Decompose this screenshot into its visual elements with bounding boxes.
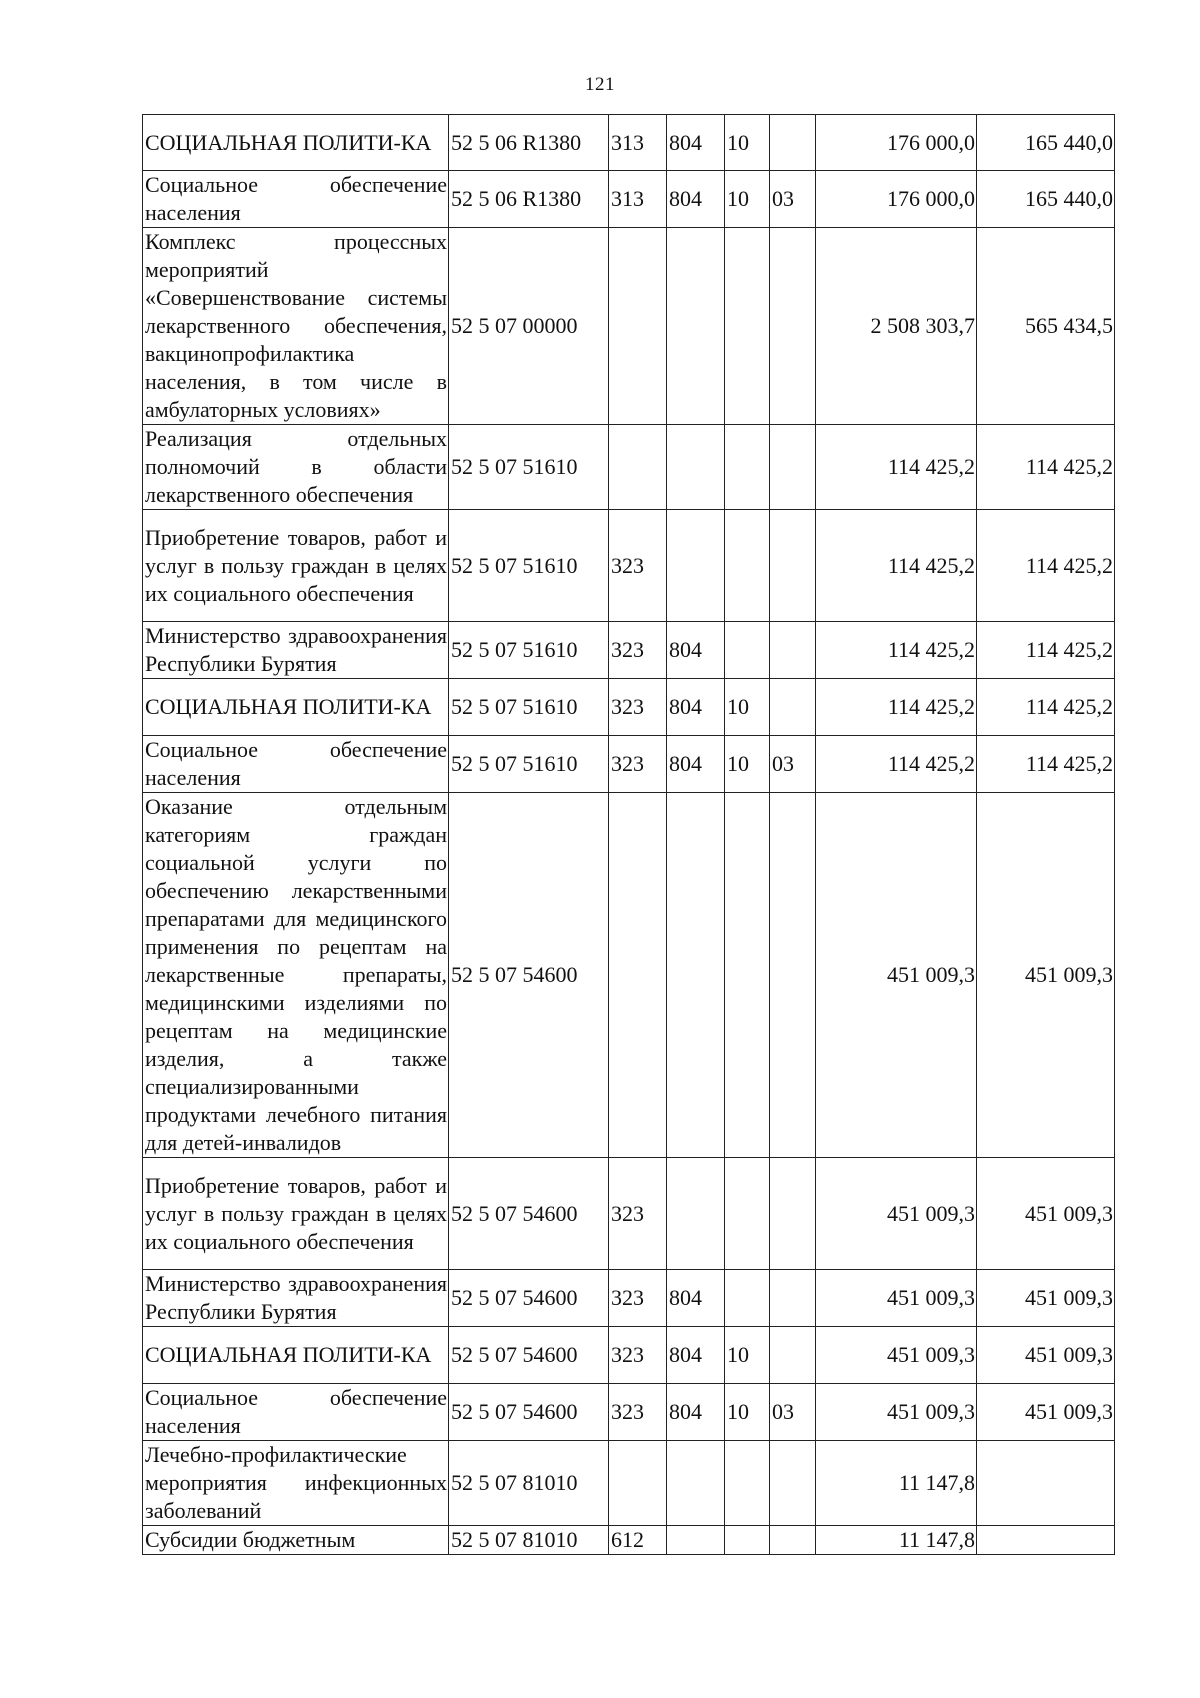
cell-section: 10 [725,115,770,171]
cell-department [667,1441,725,1526]
cell-amount-1: 451 009,3 [816,1384,977,1441]
cell-section [725,1526,770,1555]
cell-expense-type: 323 [609,1384,667,1441]
cell-expense-type: 323 [609,1158,667,1270]
cell-department [667,1526,725,1555]
cell-amount-1: 114 425,2 [816,622,977,679]
cell-name: СОЦИАЛЬНАЯ ПОЛИТИ-КА [143,115,449,171]
cell-name: Социальное обеспечение населения [143,171,449,228]
cell-target-code: 52 5 06 R1380 [449,171,609,228]
cell-subsection: 03 [770,1384,816,1441]
table-row [143,1441,1115,1526]
cell-expense-type: 323 [609,679,667,736]
cell-department: 804 [667,622,725,679]
cell-amount-2: 114 425,2 [977,679,1115,736]
cell-section [725,425,770,510]
cell-department: 804 [667,1327,725,1384]
cell-expense-type: 323 [609,1327,667,1384]
cell-department: 804 [667,736,725,793]
cell-subsection: 03 [770,171,816,228]
table-row [143,736,1115,793]
table-row [143,425,1115,510]
cell-expense-type: 612 [609,1526,667,1555]
cell-amount-1: 114 425,2 [816,736,977,793]
cell-amount-1: 451 009,3 [816,1158,977,1270]
cell-name: Министерство здравоохранения Республики Бурятия [143,1270,449,1327]
cell-subsection [770,115,816,171]
cell-amount-2 [977,1441,1115,1526]
cell-target-code: 52 5 07 51610 [449,679,609,736]
cell-amount-2: 451 009,3 [977,1270,1115,1327]
cell-name: Приобретение товаров, работ и услуг в пользу граждан в целях их социального обеспечения [143,1158,449,1270]
cell-expense-type: 323 [609,622,667,679]
cell-section: 10 [725,736,770,793]
table-row [143,1158,1115,1270]
cell-name: Социальное обеспечение населения [143,1384,449,1441]
cell-expense-type [609,1441,667,1526]
cell-target-code: 52 5 07 54600 [449,1327,609,1384]
table-row [143,679,1115,736]
cell-department [667,1158,725,1270]
cell-target-code: 52 5 07 54600 [449,1270,609,1327]
cell-subsection [770,1441,816,1526]
cell-subsection [770,1158,816,1270]
cell-target-code: 52 5 07 51610 [449,425,609,510]
table-row [143,228,1115,425]
cell-amount-1: 114 425,2 [816,679,977,736]
cell-amount-1: 451 009,3 [816,1327,977,1384]
cell-amount-2: 451 009,3 [977,1327,1115,1384]
cell-expense-type: 323 [609,510,667,622]
table-row [143,793,1115,1158]
cell-section [725,622,770,679]
cell-name: Реализация отдельных полномочий в области лекарственного обеспечения [143,425,449,510]
cell-amount-2: 165 440,0 [977,171,1115,228]
cell-subsection [770,228,816,425]
cell-section: 10 [725,1384,770,1441]
cell-amount-2: 565 434,5 [977,228,1115,425]
cell-amount-2: 451 009,3 [977,1384,1115,1441]
cell-amount-2: 165 440,0 [977,115,1115,171]
cell-target-code: 52 5 07 54600 [449,793,609,1158]
cell-department [667,510,725,622]
table-row [143,1384,1115,1441]
cell-department [667,228,725,425]
cell-subsection: 03 [770,736,816,793]
cell-amount-1: 114 425,2 [816,425,977,510]
cell-section [725,510,770,622]
table-row [143,1526,1115,1555]
cell-subsection [770,1526,816,1555]
cell-department: 804 [667,1384,725,1441]
cell-amount-1: 176 000,0 [816,115,977,171]
cell-subsection [770,1327,816,1384]
cell-expense-type: 323 [609,736,667,793]
cell-amount-2: 114 425,2 [977,510,1115,622]
cell-amount-2: 114 425,2 [977,425,1115,510]
cell-amount-1: 2 508 303,7 [816,228,977,425]
cell-subsection [770,510,816,622]
table-row [143,115,1115,171]
cell-department: 804 [667,171,725,228]
cell-amount-1: 114 425,2 [816,510,977,622]
cell-amount-1: 451 009,3 [816,793,977,1158]
cell-section: 10 [725,171,770,228]
cell-amount-2: 451 009,3 [977,1158,1115,1270]
cell-expense-type [609,228,667,425]
cell-name: Комплекс процессных мероприятий «Совершенствование системы лекарственного обеспечения, вакцинопрофилактика населения, в том числе в амбулаторных условиях» [143,228,449,425]
cell-amount-2 [977,1526,1115,1555]
cell-expense-type: 313 [609,115,667,171]
cell-name: СОЦИАЛЬНАЯ ПОЛИТИ-КА [143,679,449,736]
cell-target-code: 52 5 07 51610 [449,510,609,622]
cell-amount-1: 11 147,8 [816,1526,977,1555]
cell-name: Лечебно-профилактические мероприятия инфекционных заболеваний [143,1441,449,1526]
cell-target-code: 52 5 07 51610 [449,622,609,679]
cell-section: 10 [725,679,770,736]
cell-expense-type: 323 [609,1270,667,1327]
cell-section [725,1441,770,1526]
cell-name: Приобретение товаров, работ и услуг в пользу граждан в целях их социального обеспечения [143,510,449,622]
cell-section [725,793,770,1158]
cell-target-code: 52 5 07 81010 [449,1441,609,1526]
cell-expense-type [609,793,667,1158]
cell-target-code: 52 5 07 51610 [449,736,609,793]
cell-target-code: 52 5 07 00000 [449,228,609,425]
cell-target-code: 52 5 07 54600 [449,1158,609,1270]
cell-department [667,793,725,1158]
table-row [143,1327,1115,1384]
budget-table [142,114,1115,1555]
cell-department: 804 [667,1270,725,1327]
cell-department: 804 [667,679,725,736]
cell-amount-2: 114 425,2 [977,622,1115,679]
cell-target-code: 52 5 06 R1380 [449,115,609,171]
cell-amount-2: 451 009,3 [977,793,1115,1158]
cell-amount-1: 451 009,3 [816,1270,977,1327]
cell-subsection [770,679,816,736]
cell-name: СОЦИАЛЬНАЯ ПОЛИТИ-КА [143,1327,449,1384]
cell-expense-type [609,425,667,510]
table-row [143,171,1115,228]
cell-amount-1: 176 000,0 [816,171,977,228]
cell-section [725,1158,770,1270]
cell-target-code: 52 5 07 81010 [449,1526,609,1555]
table-row [143,1270,1115,1327]
cell-name: Субсидии бюджетным [143,1526,449,1555]
cell-subsection [770,1270,816,1327]
cell-section: 10 [725,1327,770,1384]
cell-department [667,425,725,510]
table-row [143,622,1115,679]
cell-amount-2: 114 425,2 [977,736,1115,793]
cell-section [725,228,770,425]
cell-subsection [770,793,816,1158]
cell-subsection [770,425,816,510]
cell-name: Министерство здравоохранения Республики Бурятия [143,622,449,679]
cell-target-code: 52 5 07 54600 [449,1384,609,1441]
page-number: 121 [585,74,615,95]
cell-subsection [770,622,816,679]
cell-name: Оказание отдельным категориям граждан социальной услуги по обеспечению лекарственными препаратами для медицинского применения по рецептам на лекарственные препараты, медицинскими изделиями по рецептам на медицинские изделия, а также специализированными продуктами лечебного питания для детей-инвалидов [143,793,449,1158]
cell-section [725,1270,770,1327]
cell-expense-type: 313 [609,171,667,228]
cell-name: Социальное обеспечение населения [143,736,449,793]
table-body [143,115,1115,1555]
cell-department: 804 [667,115,725,171]
cell-amount-1: 11 147,8 [816,1441,977,1526]
table-row [143,510,1115,622]
